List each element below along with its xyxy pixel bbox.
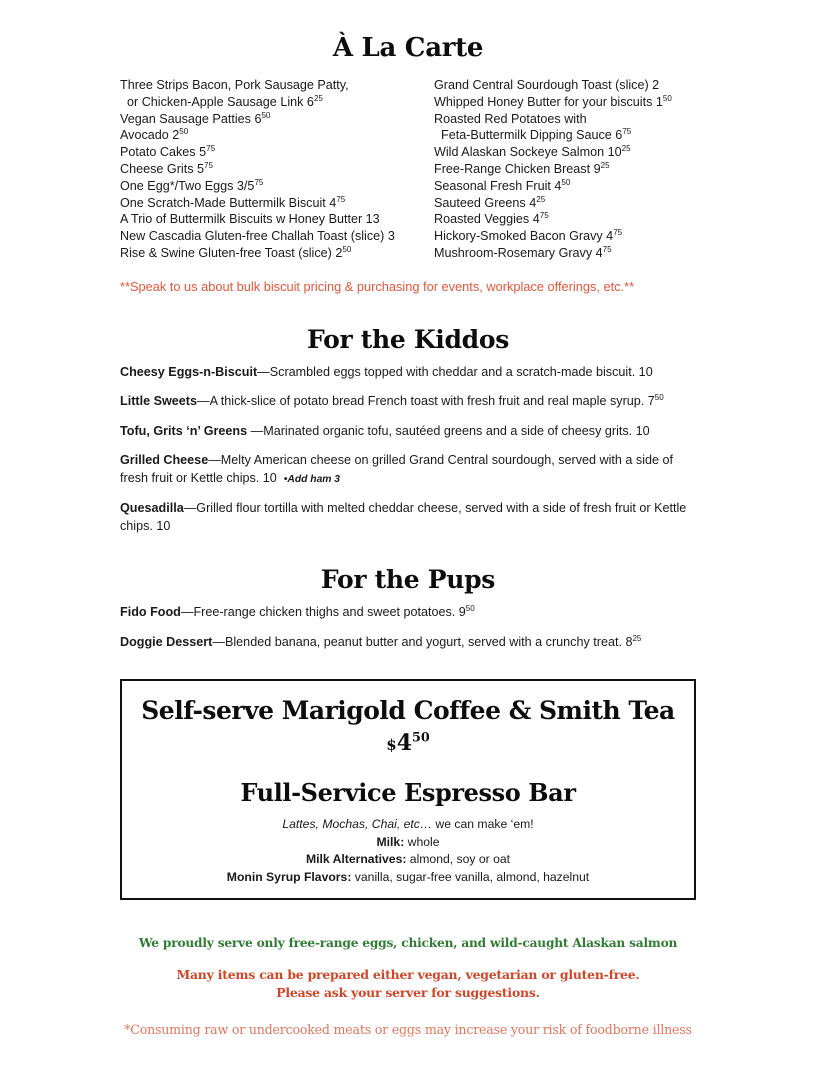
a-la-carte-item-price: 1	[655, 94, 663, 109]
a-la-carte-item	[434, 245, 696, 262]
a-la-carte-item-price: 5	[247, 178, 255, 193]
a-la-carte-item-text: One Egg*/Two Eggs 3/	[120, 178, 248, 193]
a-la-carte-item-text: New Cascadia Gluten-free Challah Toast (slice)	[120, 229, 388, 244]
kiddos-item-list	[120, 364, 696, 536]
a-la-carte-item-cents: 25	[536, 194, 546, 204]
a-la-carte-item-cents: 75	[622, 127, 632, 137]
menu-item	[120, 393, 696, 411]
dietary-note-line-2: Please ask your server for suggestions.	[276, 985, 540, 1001]
menu-item-description: Blended banana, peanut butter and yogurt, served with a crunchy treat. 8	[224, 634, 633, 649]
menu-item-name: Quesadilla	[120, 501, 184, 516]
syrup-flavors-line	[132, 869, 684, 887]
a-la-carte-item-cents: 50	[179, 127, 189, 137]
a-la-carte-item	[434, 94, 696, 111]
a-la-carte-item-price: 2	[335, 245, 343, 260]
a-la-carte-item-text: Feta-Buttermilk Dipping Sauce	[441, 128, 616, 143]
menu-item-description: Scrambled eggs topped with cheddar and a scratch-made biscuit. 10	[269, 364, 653, 379]
a-la-carte-item-text: Hickory-Smoked Bacon Gravy	[434, 229, 607, 244]
a-la-carte-item	[120, 161, 408, 178]
footer-notices	[120, 936, 696, 1037]
menu-item-dash: —	[183, 501, 197, 516]
a-la-carte-item	[434, 127, 696, 144]
a-la-carte-item-cents: 75	[539, 211, 549, 221]
menu-item-description: Marinated organic tofu, sautéed greens and a side of cheesy grits. 10	[263, 423, 650, 438]
a-la-carte-item	[120, 111, 408, 128]
a-la-carte-item-price: 4	[554, 178, 562, 193]
menu-item-description: A thick-slice of potato bread French toast with fresh fruit and real maple syrup. 7	[209, 394, 655, 409]
a-la-carte-item-text: Cheese Grits	[120, 161, 197, 176]
a-la-carte-item-text: Sauteed Greens	[434, 195, 530, 210]
a-la-carte-item-cents: 75	[254, 177, 264, 187]
a-la-carte-item	[120, 228, 408, 245]
a-la-carte-item	[120, 77, 408, 94]
a-la-carte-item	[434, 228, 696, 245]
a-la-carte-item-text: Roasted Veggies	[434, 212, 533, 227]
a-la-carte-item	[120, 245, 408, 262]
a-la-carte-item	[434, 144, 696, 161]
a-la-carte-item-text: Seasonal Fresh Fruit	[434, 178, 555, 193]
menu-item-dash: —	[208, 453, 221, 468]
menu-item-name: Cheesy Eggs-n-Biscuit	[120, 364, 258, 379]
a-la-carte-item-price: 6	[306, 94, 314, 109]
a-la-carte-item-text: Free-Range Chicken Breast	[434, 161, 594, 176]
a-la-carte-item	[120, 144, 408, 161]
pups-item-list	[120, 604, 696, 651]
a-la-carte-item-text: Three Strips Bacon, Pork Sausage Patty,	[120, 78, 349, 92]
a-la-carte-item	[120, 211, 408, 228]
coffee-price-value: 4	[396, 730, 412, 757]
menu-item-addon: •Add ham 3	[283, 473, 341, 485]
menu-page	[0, 33, 816, 1089]
a-la-carte-item-price: 4	[329, 195, 337, 210]
a-la-carte-item	[434, 211, 696, 228]
a-la-carte-item-price: 6	[254, 111, 262, 126]
a-la-carte-item-text: Wild Alaskan Sockeye Salmon	[434, 145, 608, 160]
espresso-details	[132, 816, 684, 886]
menu-item	[120, 500, 696, 535]
milk-alternatives-value: almond, soy or oat	[406, 852, 511, 867]
a-la-carte-item	[434, 161, 696, 178]
section-title-a-la-carte: À La Carte	[332, 33, 484, 63]
a-la-carte-item	[120, 127, 408, 144]
a-la-carte-item-price: 9	[593, 161, 601, 176]
a-la-carte-item	[120, 94, 408, 111]
syrup-flavors-value: vanilla, sugar-free vanilla, almond, hazelnut	[351, 869, 590, 884]
a-la-carte-columns	[120, 77, 696, 262]
a-la-carte-item-price: 2	[172, 128, 180, 143]
a-la-carte-item-price: 2	[652, 78, 660, 92]
espresso-tagline-rest: we can make ‘em!	[432, 817, 534, 832]
a-la-carte-item-cents: 50	[561, 177, 571, 187]
foodborne-illness-disclaimer: *Consuming raw or undercooked meats or eggs may increase your risk of foodborne illness	[124, 1022, 692, 1038]
espresso-bar-title: Full-Service Espresso Bar	[240, 778, 576, 808]
a-la-carte-item-price: 4	[532, 212, 540, 227]
menu-item-cents: 50	[654, 393, 664, 403]
a-la-carte-item-cents: 75	[336, 194, 346, 204]
menu-item-name: Tofu, Grits ‘n’ Greens	[120, 423, 251, 438]
a-la-carte-item	[434, 111, 696, 128]
a-la-carte-item-text: Rise & Swine Gluten-free Toast (slice)	[120, 245, 336, 260]
menu-item-name: Doggie Dessert	[120, 634, 213, 649]
a-la-carte-item-text: One Scratch-Made Buttermilk Biscuit	[120, 195, 330, 210]
a-la-carte-item-cents: 25	[600, 160, 610, 170]
espresso-tagline	[132, 816, 684, 834]
menu-item	[120, 604, 696, 622]
espresso-tagline-italic: Lattes, Mochas, Chai, etc…	[282, 817, 433, 832]
a-la-carte-item-text: Avocado	[120, 128, 173, 143]
menu-item	[120, 364, 696, 382]
a-la-carte-item-price: 5	[197, 161, 205, 176]
a-la-carte-item-price: 3	[387, 229, 395, 244]
coffee-and-espresso-box	[120, 679, 696, 900]
bulk-biscuit-note: **Speak to us about bulk biscuit pricing & purchasing for events, workplace offerings, etc.**	[120, 278, 635, 294]
a-la-carte-item-text: A Trio of Buttermilk Biscuits w Honey Butter	[120, 212, 366, 227]
menu-item-cents: 50	[465, 604, 475, 614]
menu-item-name: Grilled Cheese	[120, 453, 209, 468]
a-la-carte-item-text: Roasted Red Potatoes with	[434, 111, 587, 126]
a-la-carte-item-cents: 75	[613, 227, 623, 237]
menu-item-description: Free-range chicken thighs and sweet potatoes. 9	[193, 605, 466, 620]
a-la-carte-item-text: Vegan Sausage Patties	[120, 111, 255, 126]
menu-item-cents: 25	[632, 633, 642, 643]
a-la-carte-item	[434, 77, 696, 94]
dietary-note	[120, 966, 696, 1002]
coffee-price-cents: 50	[412, 730, 430, 746]
a-la-carte-item-price: 4	[529, 195, 537, 210]
sourcing-note: We proudly serve only free-range eggs, chicken, and wild-caught Alaskan salmon	[138, 936, 678, 951]
a-la-carte-item-cents: 25	[313, 93, 323, 103]
coffee-price-currency: $	[386, 736, 397, 755]
menu-item-name: Fido Food	[120, 605, 181, 620]
a-la-carte-item-text: Whipped Honey Butter for your biscuits	[434, 94, 656, 109]
a-la-carte-item-cents: 50	[261, 110, 271, 120]
a-la-carte-item	[120, 195, 408, 212]
menu-item-dash: —	[250, 423, 264, 438]
a-la-carte-item-price: 6	[615, 128, 623, 143]
menu-item-dash: —	[196, 394, 210, 409]
a-la-carte-item-price: 5	[199, 145, 207, 160]
milk-line	[132, 834, 684, 852]
menu-item-description: Melty American cheese on grilled Grand Central sourdough, served with a side of fresh fruit or Kettle chips. 10	[120, 453, 674, 485]
a-la-carte-item	[434, 195, 696, 212]
milk-label: Milk:	[376, 834, 405, 849]
a-la-carte-item-cents: 75	[602, 244, 612, 254]
a-la-carte-item-price: 13	[365, 212, 380, 227]
a-la-carte-item-cents: 25	[621, 144, 631, 153]
milk-alternatives-line	[132, 851, 684, 869]
syrup-flavors-label: Monin Syrup Flavors:	[226, 869, 352, 884]
milk-alternatives-label: Milk Alternatives:	[305, 852, 407, 867]
pups-section	[120, 565, 696, 651]
a-la-carte-item-price: 10	[607, 145, 622, 160]
a-la-carte-item-cents: 50	[662, 93, 672, 103]
a-la-carte-item-text: Mushroom-Rosemary Gravy	[434, 245, 596, 260]
menu-item-dash: —	[212, 634, 225, 649]
dietary-note-line-1: Many items can be prepared either vegan, vegetarian or gluten-free.	[176, 967, 640, 983]
a-la-carte-left-column	[120, 77, 408, 262]
a-la-carte-item-cents: 50	[342, 244, 352, 254]
kiddos-section	[120, 325, 696, 536]
section-title-kiddos: For the Kiddos	[306, 324, 509, 354]
menu-item	[120, 423, 696, 441]
a-la-carte-right-column	[408, 77, 696, 262]
menu-item-description: Grilled flour tortilla with melted cheddar cheese, served with a side of fresh fruit or Kettle chips. 10	[120, 501, 687, 533]
menu-item-dash: —	[180, 605, 194, 620]
coffee-price	[132, 730, 684, 756]
a-la-carte-item	[120, 178, 408, 195]
menu-item-name: Little Sweets	[120, 394, 197, 409]
a-la-carte-item-text: or Chicken-Apple Sausage Link	[127, 94, 307, 109]
menu-item-dash: —	[257, 364, 270, 379]
a-la-carte-item-cents: 75	[204, 160, 213, 170]
a-la-carte-item-price: 4	[595, 245, 603, 260]
a-la-carte-item-cents: 75	[206, 144, 216, 153]
menu-item	[120, 452, 696, 488]
section-title-pups: For the Pups	[320, 565, 496, 595]
menu-item	[120, 634, 696, 652]
coffee-box-title: Self-serve Marigold Coffee & Smith Tea	[141, 696, 675, 726]
a-la-carte-item-text: Potato Cakes	[120, 145, 200, 160]
a-la-carte-item-price: 4	[606, 229, 614, 244]
a-la-carte-item-text: Grand Central Sourdough Toast (slice)	[434, 78, 653, 92]
milk-value: whole	[404, 834, 440, 849]
a-la-carte-item	[434, 178, 696, 195]
